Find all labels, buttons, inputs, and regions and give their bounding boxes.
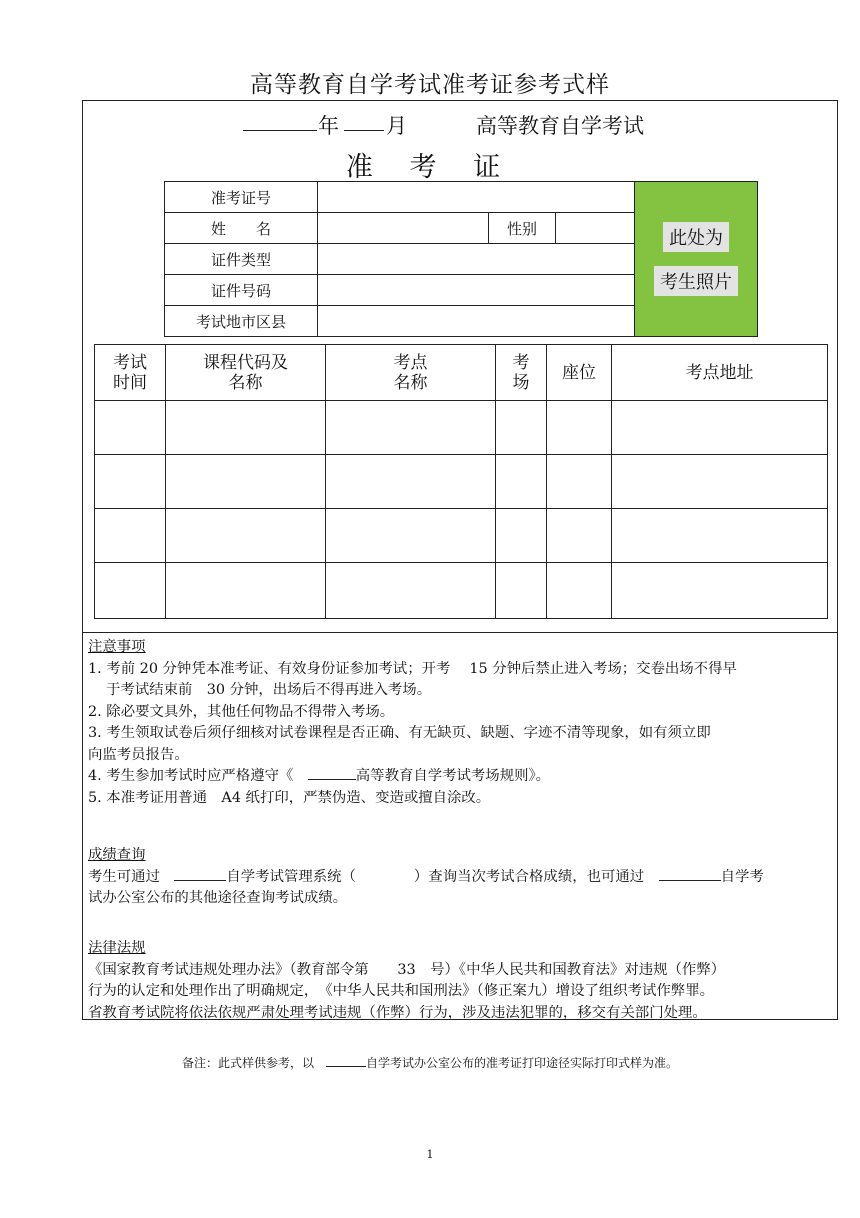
exam-schedule-table bbox=[94, 344, 828, 619]
notice-item-3: 3. 考生领取试卷后须仔细核对试卷课程是否正确、有无缺页、缺题、字迹不清等现象，如有须立即 bbox=[88, 725, 711, 741]
col-header-course: 课程代码及 名称 bbox=[166, 345, 326, 401]
year-label: 年 bbox=[318, 114, 339, 138]
photo-text-1: 此处为 bbox=[663, 222, 729, 252]
law-section bbox=[88, 938, 830, 1024]
label-name: 姓 名 bbox=[165, 213, 318, 244]
month-blank bbox=[344, 110, 384, 131]
table-row bbox=[95, 563, 828, 619]
photo-text-2: 考生照片 bbox=[654, 266, 738, 296]
value-name bbox=[318, 213, 489, 244]
card-title: 准 考 证 bbox=[345, 152, 515, 183]
value-admission-no bbox=[318, 182, 635, 213]
notice-item-1: 1. 考前 20 分钟凭本准考证、有效身份证参加考试；开考 15 分钟后禁止进入考场；交卷出场不得早 bbox=[88, 660, 737, 677]
label-gender: 性别 bbox=[489, 213, 556, 244]
score-heading: 成绩查询 bbox=[88, 847, 146, 863]
law-line-3: 省教育考试院将依法依规严肃处理考试违规（作弊）行为，涉及违法犯罪的，移交有关部门处理。 bbox=[88, 1004, 707, 1021]
col-header-center: 考点 名称 bbox=[326, 345, 496, 401]
value-id-type bbox=[318, 244, 635, 275]
exam-name: 高等教育自学考试 bbox=[476, 114, 644, 138]
divider bbox=[83, 632, 837, 633]
year-blank bbox=[243, 110, 317, 131]
table-row bbox=[95, 401, 828, 455]
remark-note: 备注：此式样供参考，以 自学考试办公室公布的准考证打印途径实际打印式样为准。 bbox=[181, 1056, 679, 1070]
notice-item-1-cont: 于考试结束前 30 分钟，出场后不得再进入考场。 bbox=[106, 682, 432, 698]
col-header-time: 考试 时间 bbox=[95, 345, 166, 401]
score-section bbox=[88, 845, 830, 910]
notice-item-2: 2. 除必要文具外，其他任何物品不得带入考场。 bbox=[88, 703, 395, 720]
label-id-no: 证件号码 bbox=[165, 275, 318, 306]
page-number: 1 bbox=[426, 1148, 434, 1161]
notice-item-3-cont: 向监考员报告。 bbox=[88, 746, 189, 763]
label-location: 考试地市区县 bbox=[165, 306, 318, 337]
month-label: 月 bbox=[386, 114, 407, 138]
candidate-info-table bbox=[164, 181, 758, 337]
law-line-1: 《国家教育考试违规处理办法》（教育部令第 33 号）《中华人民共和国教育法》对违规（作弊） bbox=[88, 961, 726, 978]
notice-item-5: 5. 本准考证用普通 A4 纸打印，严禁伪造、变造或擅自涂改。 bbox=[88, 789, 491, 806]
label-id-type: 证件类型 bbox=[165, 244, 318, 275]
table-row bbox=[95, 509, 828, 563]
col-header-address: 考点地址 bbox=[612, 345, 828, 401]
label-admission-no: 准考证号 bbox=[165, 182, 318, 213]
value-location bbox=[318, 306, 635, 337]
photo-placeholder bbox=[635, 182, 758, 337]
col-header-room: 考 场 bbox=[496, 345, 547, 401]
notice-heading: 注意事项 bbox=[88, 639, 146, 655]
col-header-seat: 座位 bbox=[547, 345, 612, 401]
notice-item-4: 4. 考生参加考试时应严格遵守《 高等教育自学考试考场规则》。 bbox=[88, 768, 551, 784]
score-text-line-2: 试办公室公布的其他途径查询考试成绩。 bbox=[88, 890, 348, 906]
law-heading: 法律法规 bbox=[88, 940, 146, 956]
law-line-2: 行为的认定和处理作出了明确规定， 《中华人民共和国刑法》（修正案九）增设了组织考试作弊罪。 bbox=[88, 983, 714, 999]
notice-section bbox=[88, 637, 830, 809]
value-gender bbox=[556, 213, 635, 244]
value-id-no bbox=[318, 275, 635, 306]
table-row bbox=[95, 455, 828, 509]
score-text-line: 考生可通过 自学考试管理系统（ ）查询当次考试合格成绩，也可通过 自学考 bbox=[88, 868, 764, 885]
document-title: 高等教育自学考试准考证参考式样 bbox=[250, 72, 610, 98]
